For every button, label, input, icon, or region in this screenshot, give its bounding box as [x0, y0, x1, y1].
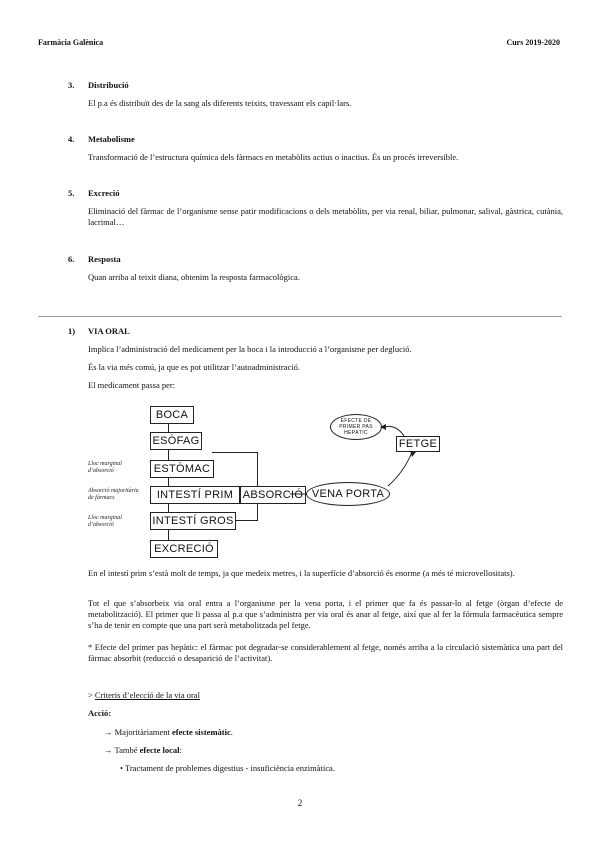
section-3-number: 3. [68, 80, 75, 90]
header-right: Curs 2019-2020 [506, 38, 560, 47]
section-6-number: 6. [68, 254, 75, 264]
section-5-title: Excreció [88, 188, 120, 198]
after-diagram-p2: Tot el que s’absorbeix via oral entra a l’organisme per la vena porta, i el primer que fa és passar-lo al fetge (òrgan d’efecte de metabolització). El primer que li passa al p.a que s’administra per via oral és anar al fetge, així que al fer la fórmula farmacèutica sempre s’ha de tenir en compte que una part serà metabolitzada pel fetge. [88, 598, 563, 630]
ellipse-vena-porta: VENA PORTA [306, 482, 390, 506]
section-6-text: Quan arriba al teixit diana, obtenim la resposta farmacològica. [88, 272, 300, 282]
box-excrecio: EXCRECIÓ [150, 540, 218, 558]
criteris-accio: Acció: [88, 708, 112, 718]
via-oral-p3: El medicament passa per: [88, 380, 176, 390]
cloud-primer-pas: EFECTE DE PRIMER PAS HEPÀTIC [330, 414, 382, 440]
criteris-arrow-2 [104, 745, 579, 756]
section-3-text: El p.a és distribuït des de la sang als diferents teixits, travessant els capil·lars. [88, 98, 352, 108]
criteris-bullet: • Tractament de problemes digestius - insuficiència enzimàtica. [120, 763, 335, 773]
section-5-number: 5. [68, 188, 75, 198]
criteris-title: Criteris d’elecció de la via oral [94, 690, 200, 700]
criteris-prefix: > [88, 690, 93, 700]
box-boca: BOCA [150, 406, 194, 424]
via-oral-title: VIA ORAL [88, 326, 130, 336]
criteris-arrow-1-pre: → Majoritàriament [104, 727, 172, 737]
section-4-text: Transformació de l’estructura química dels fàrmacs en metabòlits actius o inactius. És un procés irreversible. [88, 152, 459, 162]
criteris-arrow-1-bold: efecte sistemàtic [171, 727, 231, 737]
box-fetge: FETGE [396, 436, 440, 452]
side-note-intesti-prim: Absorció majoritària de fàrmacs [88, 488, 139, 501]
criteris-arrow-1 [104, 727, 579, 738]
side-note-intesti-gros: Lloc marginal d’absorció [88, 515, 122, 528]
arrow-vena-fetge [388, 452, 412, 486]
after-diagram-p1: En el intestí prim s’està molt de temps, ja que medeix metres, i la superfície d’absorció és enorme (a més té microvellositats). [88, 568, 515, 578]
page-number: 2 [297, 798, 303, 808]
box-intesti-prim: INTESTÍ PRIM [150, 486, 240, 504]
criteris-arrow-2-post: : [179, 745, 182, 755]
box-intesti-gros: INTESTÍ GROS [150, 512, 236, 530]
criteris-arrow-2-pre: → També [104, 745, 140, 755]
via-oral-p2: És la via més comú, ja que es pot utilitzar l’autoadministració. [88, 362, 300, 372]
section-5-text: Eliminació del fàrmac de l’organisme sense patir modificacions o dels metabòlits, per via renal, biliar, pulmonar, salival, gàstrica, cutània, lacrimal… [88, 206, 563, 227]
box-absorcio: ABSORCIÓ [240, 486, 306, 504]
via-oral-number: 1) [68, 326, 76, 336]
side-note-estomac: Lloc marginal d’absorció [88, 461, 122, 474]
box-estomac: ESTÒMAC [150, 460, 214, 478]
section-6-title: Resposta [88, 254, 121, 264]
criteris-arrow-2-bold: efecte local [139, 745, 180, 755]
after-diagram-p3: * Efecte del primer pas hepàtic: el fàrmac pot degradar-se considerablement al fetge, només arriba a la circulació sistemàtica una part del fàrmac absorbit (reducció o desaparició de l’activitat). [88, 642, 563, 663]
section-4-number: 4. [68, 134, 75, 144]
criteris-arrow-1-post: . [230, 727, 233, 737]
section-3-title: Distribució [88, 80, 129, 90]
header-left: Farmàcia Galènica [38, 38, 104, 47]
section-4-title: Metabolisme [88, 134, 135, 144]
box-esofag: ESÒFAG [150, 432, 202, 450]
via-oral-p1: Implica l’administració del medicament per la boca i la introducció a l’organisme per deglució. [88, 344, 412, 354]
arrow-fetge-cloud-head [380, 424, 386, 430]
criteris-heading [88, 690, 563, 701]
arrow-fetge-cloud [384, 426, 404, 436]
